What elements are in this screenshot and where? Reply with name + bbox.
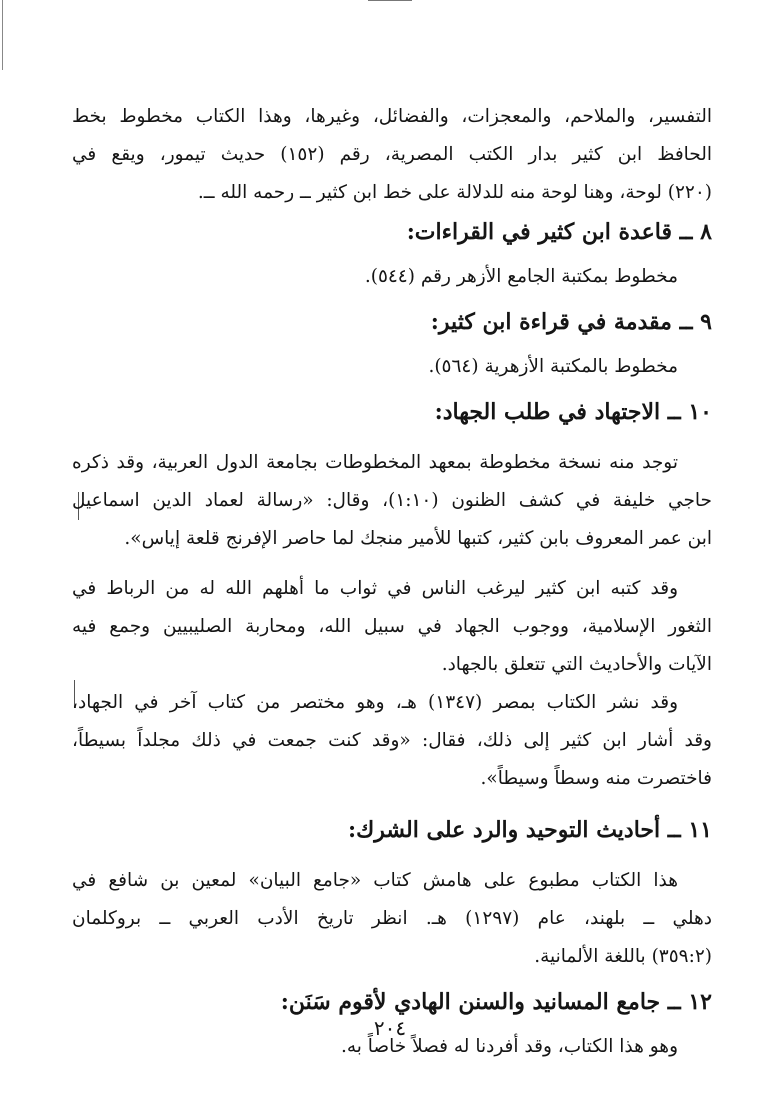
scan-top-mark [368, 0, 412, 1]
section-8-heading: ٨ ــ قاعدة ابن كثير في القراءات: [406, 219, 712, 245]
section-11-heading: ١١ ــ أحاديث التوحيد والرد على الشرك: [348, 817, 712, 843]
main-text [72, 98, 712, 1066]
section-8-text: مخطوط بمكتبة الجامع الأزهر رقم (٥٤٤). [364, 266, 678, 287]
section-11-paragraph: هذا الكتاب مطبوع على هامش كتاب «جامع البيان» لمعين بن شافع في دهلي ــ بلهند، عام (١٢٩٧) هـ. انظر تاريخ الأدب العربي ــ بروكلمان (٣٥٩:٢) باللغة الألمانية. [72, 870, 712, 967]
section-10-paragraph-2: وقد كتبه ابن كثير ليرغب الناس في ثواب ما أهلهم الله له من الرباط في الثغور الإسلامية، ووجوب الجهاد في سبيل الله، ومحاربة الصليبيين وجمع فيه الآيات والأحاديث التي تتعلق بالجهاد. [72, 578, 712, 675]
text-line: التفسير، والملاحم، والمعجزات، والفضائل، وغيرها، وهذا الكتاب مخطوط بخط [72, 106, 712, 127]
section-9-text: مخطوط بالمكتبة الأزهرية (٥٦٤). [428, 356, 678, 377]
intro-paragraph [72, 98, 712, 212]
page-number: ٢٠٤ [373, 1016, 407, 1040]
section-12-text: وهو هذا الكتاب، وقد أفردنا له فصلاً خاصاً به. [340, 1036, 678, 1057]
section-10-heading: ١٠ ــ الاجتهاد في طلب الجهاد: [434, 399, 712, 425]
text-line: الحافظ ابن كثير بدار الكتب المصرية، رقم (١٥٢) حديث تيمور، ويقع في [72, 144, 713, 165]
section-10-paragraph-1: توجد منه نسخة مخطوطة بمعهد المخطوطات بجامعة الدول العربية، وقد ذكره حاجي خليفة في كشف الظنون (١:١٠)، وقال: «رسالة لعماد الدين اسماعيل ابن عمر المعروف بابن كثير، كتبها للأمير منجك لما حاصر الإفرنج قلعة إياس». [72, 452, 712, 549]
text-line: (٢٢٠) لوحة، وهنا لوحة منه للدلالة على خط ابن كثير ــ رحمه الله ــ. [197, 182, 712, 203]
section-12-heading: ١٢ ــ جامع المسانيد والسنن الهادي لأقوم سَنَن: [280, 989, 712, 1015]
section-10-paragraph-3: وقد نشر الكتاب بمصر (١٣٤٧) هـ، وهو مختصر من كتاب آخر في الجهاد، وقد أشار ابن كثير إلى ذلك، فقال: «وقد كنت جمعت في ذلك مجلداً بسيطاً، فاختصرت منه وسطاً وسيطاً». [72, 692, 712, 789]
section-9-heading: ٩ ــ مقدمة في قراءة ابن كثير: [430, 309, 712, 335]
scan-left-edge [2, 0, 3, 70]
